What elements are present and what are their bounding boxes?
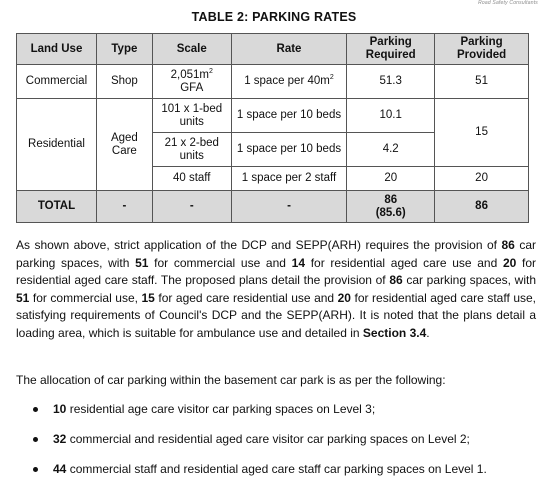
list-item <box>31 431 536 461</box>
header-land-use: Land Use <box>17 34 97 65</box>
allocation-list <box>31 401 536 491</box>
cell-total-rate: - <box>231 191 347 223</box>
list-item-text: commercial and residential aged care visitor car parking spaces on Level 2; <box>66 432 470 446</box>
cell-scale: 40 staff <box>152 167 231 191</box>
text: for residential aged care use and <box>305 255 503 270</box>
header-required-line2: Required <box>365 49 416 61</box>
text: As shown above, strict application of the DCP and SEPP(ARH) requires the provision of <box>16 238 502 252</box>
header-required-line1: Parking <box>369 36 412 48</box>
cell-total-scale: - <box>152 191 231 223</box>
table-title: TABLE 2: PARKING RATES <box>191 10 357 24</box>
cell-rate: 1 space per 2 staff <box>231 167 347 191</box>
cell-required: 4.2 <box>347 133 435 167</box>
scale-line2: units <box>179 149 204 162</box>
cell-land-use: Commercial <box>17 65 97 99</box>
cell-land-use-residential: Residential <box>17 99 97 191</box>
cell-rate: 1 space per 10 beds <box>231 133 347 167</box>
total-required-value: 86 <box>384 193 398 206</box>
text: car parking spaces, with <box>16 238 536 270</box>
bullet-icon <box>33 437 38 442</box>
scale-line1: 21 x 2-bed <box>164 136 219 149</box>
header-rate: Rate <box>231 34 347 65</box>
text: for residential aged care staff use, satisfying requirements of Council's DCP and the SEPP(ARH). It is noted that the plans detail a loading area, which is suitable for ambulance use and detailed in <box>16 290 536 340</box>
text: for commercial use, <box>29 290 142 305</box>
header-provided-line1: Parking <box>460 36 503 48</box>
bold-number: 44 <box>53 462 67 476</box>
bold-number: 86 <box>389 273 403 287</box>
list-item <box>31 401 536 431</box>
table-row-commercial <box>17 65 529 99</box>
cell-required: 51.3 <box>347 65 435 99</box>
table-row-total <box>17 191 529 223</box>
corner-logo-text: Road Safety Consultants <box>478 0 538 6</box>
cell-provided-residential: 15 <box>435 99 529 167</box>
cell-total-label: TOTAL <box>17 191 97 223</box>
scale-value: 2,051m <box>170 68 209 81</box>
text: for residential aged care staff. The proposed plans detail the provision of <box>16 255 537 287</box>
header-type: Type <box>96 34 152 65</box>
cell-provided: 20 <box>435 167 529 191</box>
cell-total-provided: 86 <box>435 191 529 223</box>
bold-number: 15 <box>141 290 155 305</box>
header-parking-provided <box>435 34 529 65</box>
cell-required: 20 <box>347 167 435 191</box>
cell-scale <box>152 133 231 167</box>
cell-provided: 51 <box>435 65 529 99</box>
total-required-exact: (85.6) <box>375 206 406 219</box>
cell-type-aged-care <box>96 99 152 191</box>
paragraph-allocation-intro: The allocation of car parking within the basement car park is as per the following: <box>16 373 446 387</box>
section-reference: Section 3.4 <box>362 325 427 340</box>
table-header-row <box>17 34 529 65</box>
cell-scale <box>152 99 231 133</box>
list-item <box>31 461 536 491</box>
bold-number: 10 <box>53 402 67 416</box>
rate-value: 1 space per 40m <box>244 75 330 87</box>
cell-required: 10.1 <box>347 99 435 133</box>
bold-number: 51 <box>135 255 149 270</box>
cell-rate <box>231 65 347 99</box>
type-line2: Care <box>111 144 137 157</box>
bold-number: 86 <box>501 238 515 252</box>
header-parking-required <box>347 34 435 65</box>
scale-unit: GFA <box>180 81 204 94</box>
scale-superscript: 2 <box>208 67 213 75</box>
cell-type: Shop <box>96 65 152 99</box>
list-item-text: commercial staff and residential aged care staff car parking spaces on Level 1. <box>66 462 487 476</box>
scale-line1: 101 x 1-bed <box>161 102 223 115</box>
cell-scale <box>152 65 231 99</box>
scale-line2: units <box>179 115 204 128</box>
bold-number: 20 <box>337 290 351 305</box>
bold-number: 51 <box>16 290 30 305</box>
header-provided-line2: Provided <box>456 49 507 61</box>
bold-number: 20 <box>502 255 517 270</box>
text: for commercial use and <box>148 255 292 270</box>
cell-total-required <box>347 191 435 223</box>
text: for aged care residential use and <box>154 290 338 305</box>
bold-number: 14 <box>291 255 306 270</box>
header-scale: Scale <box>152 34 231 65</box>
bullet-icon <box>33 407 38 412</box>
text: car parking spaces, with <box>402 273 537 287</box>
list-item-text: residential age care visitor car parking spaces on Level 3; <box>66 402 376 416</box>
rate-superscript: 2 <box>329 74 334 82</box>
parking-rates-table <box>16 33 529 223</box>
bold-number: 32 <box>53 432 67 446</box>
cell-rate: 1 space per 10 beds <box>231 99 347 133</box>
bullet-icon <box>33 467 38 472</box>
paragraph-parking-summary <box>16 237 536 342</box>
cell-total-type: - <box>96 191 152 223</box>
table-row-residential-1bed <box>17 99 529 133</box>
type-line1: Aged <box>110 131 138 144</box>
text: . <box>426 325 430 340</box>
